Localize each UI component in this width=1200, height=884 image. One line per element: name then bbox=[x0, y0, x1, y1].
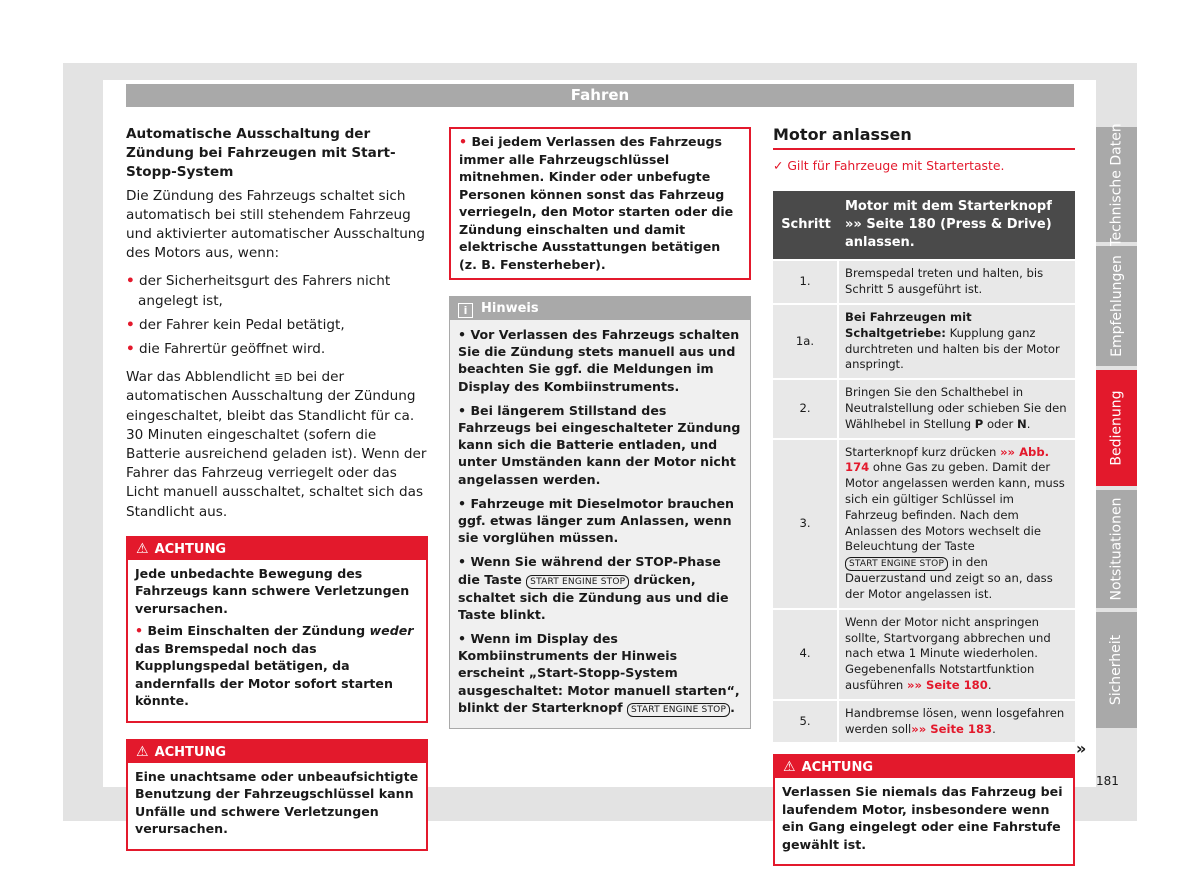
tab-label: Technische Daten bbox=[1108, 122, 1125, 247]
steps-table bbox=[773, 189, 1075, 744]
warning-header bbox=[128, 538, 426, 560]
tab-label: Bedienung bbox=[1108, 390, 1125, 466]
hint-label: Hinweis bbox=[481, 301, 539, 316]
step-text-part: . bbox=[987, 677, 992, 692]
lowbeam-paragraph bbox=[126, 368, 428, 522]
hint-item bbox=[458, 326, 742, 395]
step-text: Bremspedal treten und halten, bis Schritt 5 ausgeführt ist. bbox=[839, 261, 1075, 303]
column-header-step: Schritt bbox=[773, 191, 839, 259]
chapter-header: Fahren bbox=[126, 84, 1074, 107]
bullet-icon: • bbox=[458, 327, 467, 342]
table-header-row bbox=[773, 191, 1075, 259]
hint-item bbox=[458, 630, 742, 717]
column-right bbox=[773, 125, 1075, 866]
section-heading: Automatische Ausschaltung der Zündung bei Fahrzeugen mit Start-Stopp-System bbox=[126, 126, 396, 181]
bullet-icon: • bbox=[459, 134, 468, 149]
paragraph-text: bei der automatischen Ausschaltung der Zündung eingeschaltet, bleibt das Standlicht für ca. 30 Minuten eingeschaltet (sofern die Batterie ausreichend geladen ist). Wenn der Fahrer das Fahrzeug verriegelt oder das Licht manuell ausschaltet, schaltet sich das Standlicht aus. bbox=[126, 369, 427, 520]
warning-text-part: das Bremspedal noch das Kupplungspedal betätigen, da andernfalls der Motor sofort starten könnte. bbox=[135, 640, 393, 709]
table-row bbox=[773, 701, 1075, 743]
bullet-icon: • bbox=[458, 495, 467, 511]
step-number: 1a. bbox=[773, 305, 839, 378]
start-engine-stop-key: START ENGINE STOP bbox=[627, 703, 730, 717]
hint-item bbox=[458, 495, 742, 547]
bullet-icon: • bbox=[126, 273, 135, 290]
step-number: 3. bbox=[773, 440, 839, 608]
step-number: 4. bbox=[773, 610, 839, 699]
bullet-icon: • bbox=[458, 402, 467, 418]
warning-text: Eine unachtsame oder unbeaufsichtigte Benutzung der Fahrzeugschlüssel kann Unfälle und schwere Verletzungen verursachen. bbox=[135, 768, 419, 837]
paragraph-text: War das Abblendlicht bbox=[126, 369, 271, 386]
warning-header bbox=[128, 741, 426, 763]
condition-list bbox=[126, 272, 428, 359]
tab-notsituationen[interactable] bbox=[1096, 490, 1137, 608]
warning-text-part: Beim Einschalten der Zündung bbox=[147, 623, 366, 639]
warning-body bbox=[128, 560, 426, 721]
warning-body bbox=[128, 763, 426, 849]
tab-sicherheit[interactable] bbox=[1096, 612, 1137, 728]
page-reference-link[interactable]: »» Seite 180 bbox=[906, 677, 988, 692]
bullet-icon: • bbox=[135, 623, 144, 639]
continue-mark: » bbox=[1076, 739, 1087, 758]
step-text-part: oder bbox=[986, 416, 1014, 431]
step-text-part: . bbox=[1026, 416, 1031, 431]
section-title: Motor anlassen bbox=[773, 125, 1075, 150]
column-middle bbox=[449, 127, 751, 729]
warning-label: ACHTUNG bbox=[801, 760, 874, 776]
step-text-part: in den Dauerzustand und zeigt so an, dass der Motor angelassen ist. bbox=[845, 555, 1053, 601]
table-row bbox=[773, 610, 1075, 699]
step-number: 2. bbox=[773, 380, 839, 437]
warning-emphasis: weder bbox=[369, 623, 414, 639]
step-text bbox=[839, 440, 1075, 608]
warning-body bbox=[775, 778, 1073, 864]
key-warning-box bbox=[449, 127, 751, 280]
tab-label: Notsituationen bbox=[1108, 497, 1125, 601]
warning-box bbox=[773, 754, 1075, 866]
list-item-text: die Fahrertür geöffnet wird. bbox=[139, 341, 326, 358]
step-text-part: . bbox=[992, 721, 996, 736]
warning-text bbox=[135, 622, 419, 710]
bullet-icon: • bbox=[126, 341, 135, 358]
warning-box bbox=[126, 536, 428, 723]
warning-label: ACHTUNG bbox=[154, 744, 227, 760]
hint-body bbox=[450, 320, 750, 728]
step-number: 5. bbox=[773, 701, 839, 743]
hint-text: Vor Verlassen des Fahrzeugs schalten Sie die Zündung stets manuell aus und beachten Sie ggf. die Meldungen im Display des Kombiinstruments. bbox=[458, 327, 740, 394]
step-text-part: Starterknopf kurz drücken bbox=[845, 444, 997, 459]
table-row bbox=[773, 261, 1075, 303]
warning-label: ACHTUNG bbox=[154, 541, 227, 557]
step-text-part: Wenn der Motor nicht anspringen sollte, Startvorgang abbrechen und nach etwa 1 Minute wiederholen. Gegebenenfalls Notstartfunktion ausführen bbox=[845, 614, 1051, 692]
tab-empfehlungen[interactable] bbox=[1096, 246, 1137, 366]
hint-header bbox=[450, 297, 750, 320]
hint-text: Wenn Sie während der STOP-Phase die Taste bbox=[458, 554, 721, 587]
column-left bbox=[126, 125, 428, 851]
bullet-icon: • bbox=[458, 631, 467, 647]
tab-bedienung[interactable] bbox=[1096, 370, 1137, 486]
warning-text: Jede unbedachte Bewegung des Fahrzeugs kann schwere Verletzungen verursachen. bbox=[135, 565, 410, 616]
warning-text: Verlassen Sie niemals das Fahrzeug bei laufendem Motor, insbesondere wenn ein Gang eingelegt oder eine Fahrstufe gewählt ist. bbox=[782, 784, 1063, 852]
warning-icon: ⚠ bbox=[136, 540, 149, 557]
step-text-part: Bringen Sie den Schalthebel in Neutralstellung oder schieben Sie den Wählhebel in Stellung bbox=[845, 385, 1067, 431]
figure-reference-link[interactable]: »» Abb. 174 bbox=[845, 444, 1050, 475]
step-bold-text: Bei Fahrzeugen mit Schaltgetriebe: bbox=[845, 310, 972, 340]
info-icon: i bbox=[458, 303, 473, 318]
tab-technische-daten[interactable] bbox=[1096, 122, 1137, 247]
warning-icon: ⚠ bbox=[783, 759, 796, 776]
step-text-part: ohne Gas zu geben. Damit der Motor angelassen werden kann, muss sich ein gültiger Schlüssel im Fahrzeug befinden. Nach dem Anlassen des Motors wechselt die Beleuchtung der Taste bbox=[845, 460, 1065, 554]
step-text-part: Handbremse lösen, wenn losgefahren werden soll bbox=[845, 705, 1065, 736]
hint-item bbox=[458, 553, 742, 623]
gear-n: N bbox=[1017, 416, 1027, 431]
intro-paragraph: Die Zündung des Fahrzeugs schaltet sich automatisch bei still stehendem Fahrzeug und aktivierter automatischer Ausschaltung des Motors aus, wenn: bbox=[126, 187, 426, 262]
tab-label: Empfehlungen bbox=[1108, 255, 1125, 357]
warning-box bbox=[126, 739, 428, 851]
list-item-text: der Fahrer kein Pedal betätigt, bbox=[139, 316, 345, 333]
step-text bbox=[839, 380, 1075, 437]
page-reference-link[interactable]: »» Seite 183 bbox=[911, 721, 993, 736]
list-item bbox=[126, 316, 428, 335]
step-text bbox=[839, 701, 1075, 743]
warning-header bbox=[775, 756, 1073, 778]
hint-box bbox=[449, 296, 751, 729]
table-row bbox=[773, 305, 1075, 378]
hint-text: Bei längerem Stillstand des Fahrzeugs bei eingeschalteter Zündung kann sich die Batterie entladen, und unter Umständen kann der Motor nicht angelassen werden. bbox=[458, 402, 741, 487]
column-header-description: Motor mit dem Starterknopf »» Seite 180 (Press & Drive) anlassen. bbox=[839, 191, 1075, 259]
step-number: 1. bbox=[773, 261, 839, 303]
list-item-text: der Sicherheitsgurt des Fahrers nicht angelegt ist, bbox=[138, 273, 391, 309]
warning-icon: ⚠ bbox=[136, 743, 149, 760]
bullet-icon: • bbox=[126, 316, 135, 333]
bullet-icon: • bbox=[458, 554, 467, 570]
lowbeam-icon: ≣D bbox=[274, 371, 293, 385]
hint-text: Wenn im Display des Kombiinstruments der Hinweis erscheint „Start-Stopp-System ausgeschaltet: Motor manuell starten“, blinkt der Starterknopf bbox=[458, 631, 740, 715]
step-text bbox=[839, 610, 1075, 699]
step-text-part: Kupplung ganz durchtreten und halten bis der Motor anspringt. bbox=[845, 325, 1060, 372]
hint-text: drücken, schaltet sich die Zündung aus und die Taste blinkt. bbox=[458, 571, 729, 622]
list-item bbox=[126, 340, 428, 359]
start-engine-stop-key: START ENGINE STOP bbox=[845, 557, 948, 571]
gear-p: P bbox=[974, 416, 984, 431]
tab-label: Sicherheit bbox=[1108, 634, 1125, 706]
applies-note: ✓ Gilt für Fahrzeuge mit Startertaste. bbox=[773, 158, 1005, 174]
hint-text: . bbox=[730, 699, 735, 715]
hint-text: Fahrzeuge mit Dieselmotor brauchen ggf. etwas länger zum Anlassen, wenn sie vorglühen müssen. bbox=[458, 495, 734, 546]
list-item bbox=[126, 272, 428, 310]
table-row bbox=[773, 380, 1075, 437]
hint-item bbox=[458, 402, 742, 488]
key-warning-text: Bei jedem Verlassen des Fahrzeugs immer alle Fahrzeugschlüssel mitnehmen. Kinder oder unbefugte Personen können sonst das Fahrzeug verriegeln, den Motor starten oder die Zündung einschalten und damit elektrische Ausstattungen betätigen (z. B. Fensterheber). bbox=[459, 134, 734, 272]
start-engine-stop-key: START ENGINE STOP bbox=[526, 575, 629, 589]
page-number: 181 bbox=[1096, 774, 1119, 788]
table-row bbox=[773, 440, 1075, 608]
step-text bbox=[839, 305, 1075, 378]
